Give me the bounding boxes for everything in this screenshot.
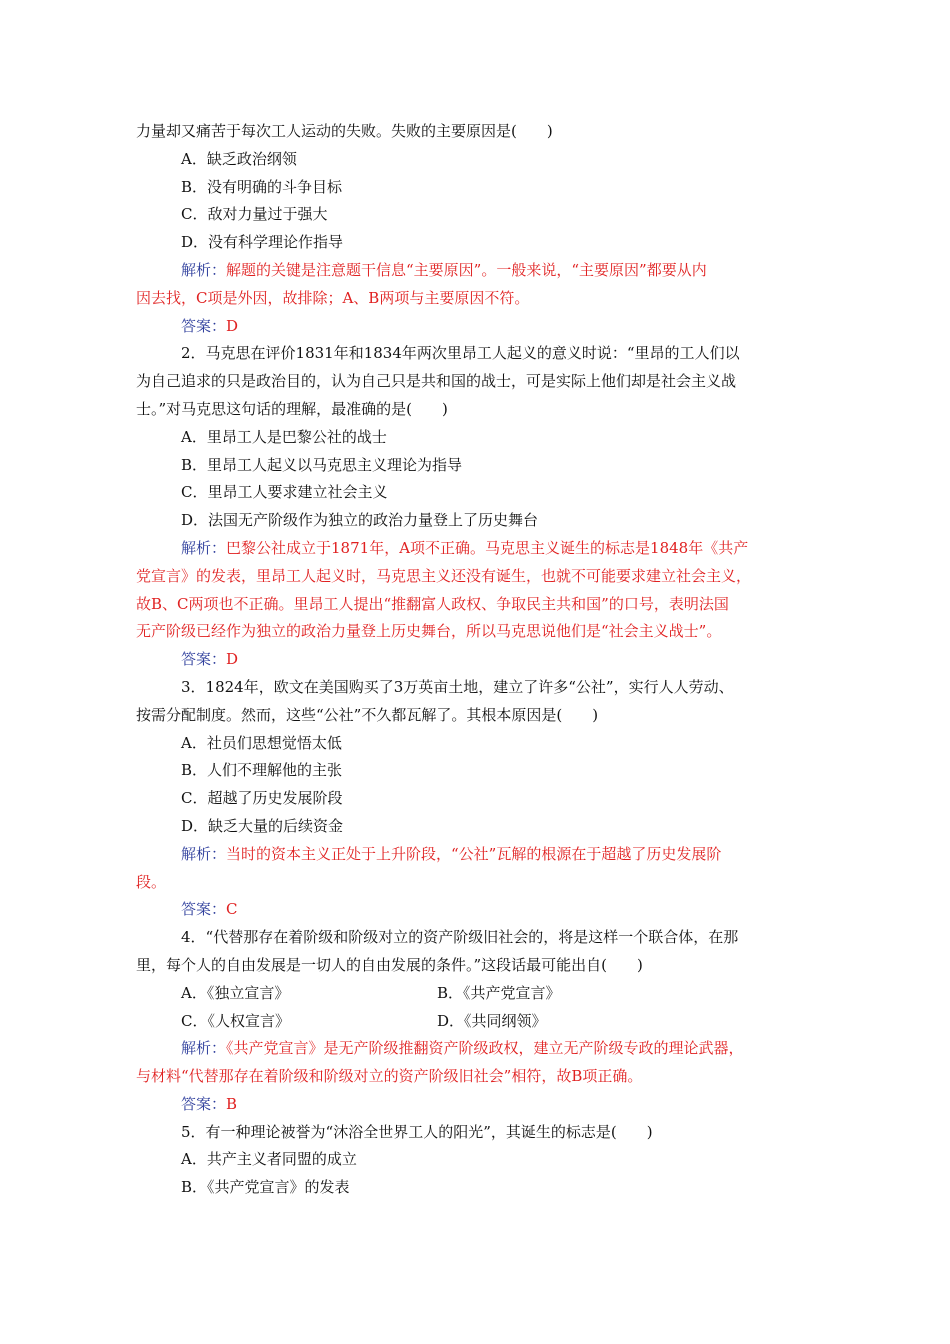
q1-explanation (136, 257, 820, 285)
q1-explanation-line-1: 解题的关键是注意题干信息“主要原因”。一般来说，“主要原因”都要从内 (226, 260, 707, 279)
q1-option-a: A．缺乏政治纲领 (181, 149, 297, 168)
q2-explanation (136, 535, 820, 563)
q2-stem-line-1: 2．马克思在评价1831年和1834年两次里昂工人起义的意义时说：“里昂的工人们以 (181, 344, 740, 363)
q4-answer (136, 1091, 820, 1119)
q5-stem-line-1: 5．有一种理论被誉为“沐浴全世界工人的阳光”，其诞生的标志是( ) (181, 1122, 653, 1141)
q3-explanation-line-2: 段。 (136, 872, 167, 891)
q1-stem-tail: 力量却又痛苦于每次工人运动的失败。失败的主要原因是( ) (136, 122, 553, 140)
q3-explanation (136, 841, 820, 869)
q4-stem-line-2: 里，每个人的自由发展是一切人的自由发展的条件。”这段话最可能出自( ) (136, 955, 643, 974)
q3-option-d: D．缺乏大量的后续资金 (181, 816, 344, 835)
q4-answer-value: B (226, 1094, 238, 1113)
q3-answer-value: C (226, 900, 238, 919)
q2-answer (136, 646, 820, 674)
q2-option-c: C．里昂工人要求建立社会主义 (181, 483, 388, 502)
q1-option-b: B．没有明确的斗争目标 (181, 177, 343, 196)
q4-option-b: B．《共产党宣言》 (437, 983, 561, 1002)
q5-option-b: B．《共产党宣言》的发表 (181, 1178, 350, 1197)
q2-answer-value: D (226, 650, 239, 669)
q2-explanation-line-4: 无产阶级已经作为独立的政治力量登上历史舞台，所以马克思说他们是“社会主义战士”。 (136, 622, 722, 641)
q4-explanation (136, 1035, 820, 1063)
q1-explanation-label: 解析： (181, 260, 227, 279)
q1-explanation-line-2: 因去找，C项是外因，故排除；A、B两项与主要原因不符。 (136, 288, 530, 307)
q4-options-row-1 (136, 980, 820, 1008)
q2-explanation-line-1: 巴黎公社成立于1871年，A项不正确。马克思主义诞生的标志是1848年《共产 (226, 538, 749, 557)
q1-option-d: D．没有科学理论作指导 (181, 233, 344, 252)
q4-option-a: A．《独立宣言》 (181, 983, 290, 1002)
q3-option-b: B．人们不理解他的主张 (181, 761, 343, 780)
content (136, 118, 820, 1202)
q2-option-a: A．里昂工人是巴黎公社的战士 (181, 427, 387, 446)
q2-explanation-line-3: 故B、C两项也不正确。里昂工人提出“推翻富人政权、争取民主共和国”的口号，表明法国 (136, 594, 729, 613)
q4-options-row-2 (136, 1008, 820, 1036)
q4-explanation-line-1: 《共产党宣言》是无产阶级推翻资产阶级政权，建立无产阶级专政的理论武器， (226, 1039, 744, 1058)
q2-option-d: D．法国无产阶级作为独立的政治力量登上了历史舞台 (181, 511, 539, 530)
q4-explanation-label: 解析： (181, 1039, 227, 1058)
q3-option-c: C．超越了历史发展阶段 (181, 789, 343, 808)
q1-answer (136, 313, 820, 341)
q3-explanation-line-1: 当时的资本主义正处于上升阶段，“公社”瓦解的根源在于超越了历史发展阶 (226, 844, 722, 863)
q3-option-a: A．社员们思想觉悟太低 (181, 733, 342, 752)
q1-answer-value: D (226, 316, 239, 335)
q3-stem-line-1: 3．1824年，欧文在美国购买了3万英亩土地，建立了许多“公社”，实行人人劳动、 (181, 677, 734, 696)
q4-stem-line-1: 4．“代替那存在着阶级和阶级对立的资产阶级旧社会的，将是这样一个联合体，在那 (181, 928, 739, 947)
q2-stem-line-2: 为自己追求的只是政治目的，认为自己只是共和国的战士，可是实际上他们却是社会主义战 (136, 372, 737, 391)
q4-explanation-line-2: 与材料“代替那存在着阶级和阶级对立的资产阶级旧社会”相符，故B项正确。 (136, 1067, 643, 1086)
q2-option-b: B．里昂工人起义以马克思主义理论为指导 (181, 455, 463, 474)
q2-explanation-label: 解析： (181, 538, 227, 557)
q3-explanation-label: 解析： (181, 844, 227, 863)
q2-stem-line-3: 士。”对马克思这句话的理解，最准确的是( ) (136, 399, 448, 418)
q5-option-a: A．共产主义者同盟的成立 (181, 1150, 357, 1169)
q4-option-c: C．《人权宣言》 (181, 1011, 290, 1030)
q2-explanation-line-2: 党宣言》的发表，里昂工人起义时，马克思主义还没有诞生，也就不可能要求建立社会主义， (136, 566, 752, 585)
q2-answer-label: 答案： (181, 650, 227, 669)
q4-answer-label: 答案： (181, 1094, 227, 1113)
q3-answer-label: 答案： (181, 900, 227, 919)
q3-answer (136, 896, 820, 924)
q1-answer-label: 答案： (181, 316, 227, 335)
q1-option-c: C．敌对力量过于强大 (181, 205, 328, 224)
q3-stem-line-2: 按需分配制度。然而，这些“公社”不久都瓦解了。其根本原因是( ) (136, 705, 599, 724)
q4-option-d: D．《共同纲领》 (437, 1011, 547, 1030)
